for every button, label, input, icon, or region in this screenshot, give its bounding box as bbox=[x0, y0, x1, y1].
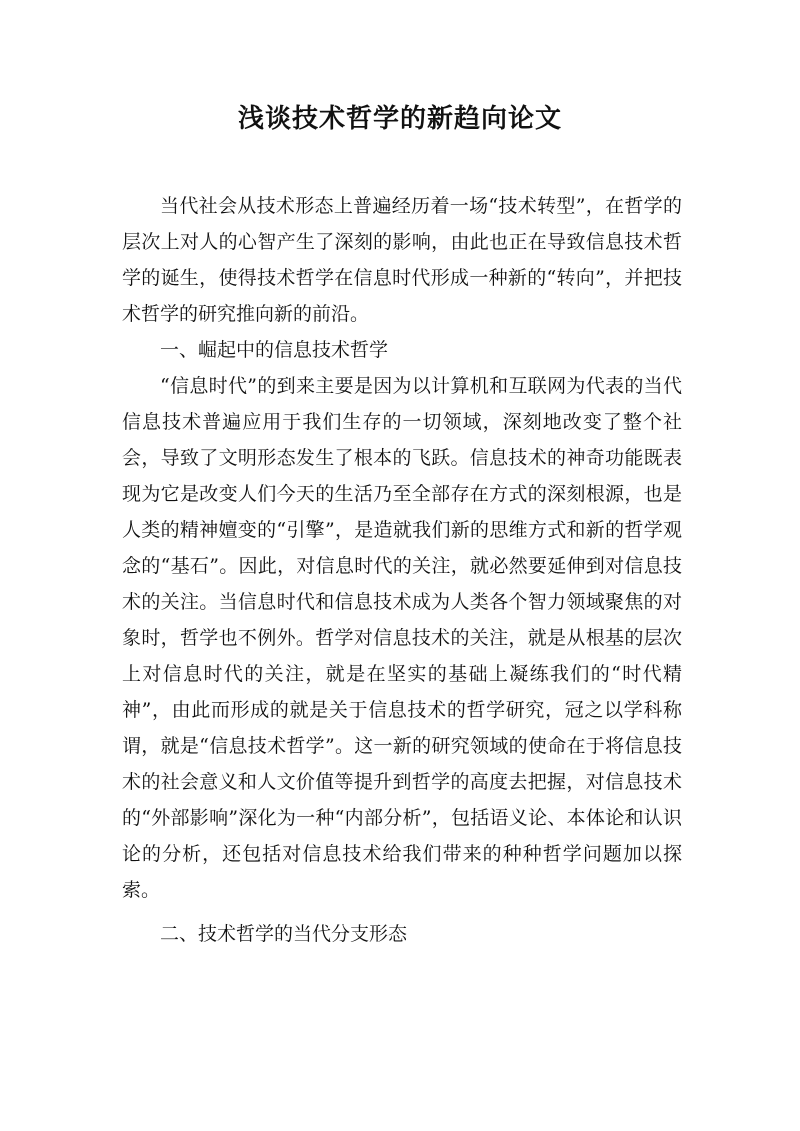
section-heading-2: 二、技术哲学的当代分支形态 bbox=[160, 923, 408, 945]
section-heading-1: 一、崛起中的信息技术哲学 bbox=[160, 339, 389, 361]
intro-paragraph: 当代社会从技术形态上普遍经历着一场“技术转型”，在哲学的层次上对人的心智产生了深刻的影响，由此也正在导致信息技术哲学的诞生，使得技术哲学在信息时代形成一种新的“转向”，并把技术哲学的研究推向新的前沿。 bbox=[122, 195, 682, 325]
section-1-paragraph: “信息时代”的到来主要是因为以计算机和互联网为代表的当代信息技术普遍应用于我们生存的一切领域，深刻地改变了整个社会，导致了文明形态发生了根本的飞跃。信息技术的神奇功能既表现为它是改变人们今天的生活乃至全部存在方式的深刻根源，也是人类的精神嬗变的“引擎”，是造就我们新的思维方式和新的哲学观念的“基石”。因此，对信息时代的关注，就必然要延伸到对信息技术的关注。当信息时代和信息技术成为人类各个智力领域聚焦的对象时，哲学也不例外。哲学对信息技术的关注，就是从根基的层次上对信息时代的关注，就是在坚实的基础上凝练我们的“时代精神”，由此而形成的就是关于信息技术的哲学研究，冠之以学科称谓，就是“信息技术哲学”。这一新的研究领域的使命在于将信息技术的社会意义和人文价值等提升到哲学的高度去把握，对信息技术的“外部影响”深化为一种“内部分析”，包括语义论、本体论和认识论的分析，还包括对信息技术给我们带来的种种哲学问题加以探索。 bbox=[122, 375, 682, 901]
document-body bbox=[122, 188, 682, 952]
document-title: 浅谈技术哲学的新趋向论文 bbox=[237, 104, 562, 134]
